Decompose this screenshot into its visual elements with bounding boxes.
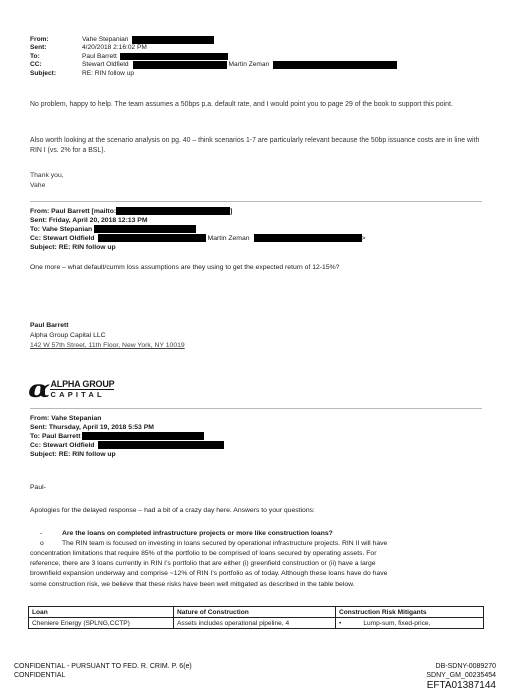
footer-bates-1: DB-SDNY-0089270	[435, 663, 496, 670]
cc-label: CC:	[30, 61, 42, 69]
answer-line-2: concentration limitations that require 85% of the portfolio to be comprised of loans secured by operating assets. For	[30, 550, 377, 557]
email1-header	[30, 36, 397, 78]
email3-intro: Apologies for the delayed response – had a bit of a crazy day here. Answers to your questions:	[30, 507, 315, 514]
redaction-box	[273, 61, 397, 69]
bullet-icon: •	[339, 619, 342, 627]
answer-line-3: reference, there are 3 loans currently in RIN I’s portfolio that are either (i) greenfield construction or (ii) have a large	[30, 560, 376, 567]
subject-label: Subject:	[30, 69, 57, 77]
table-header-cell: Loan	[29, 607, 174, 618]
table-header-cell: Nature of Construction	[174, 607, 336, 618]
email2-body: One more – what default/cumm loss assumptions are they using to get the expected return of 12-15%?	[30, 264, 340, 271]
logo-text-line2: CAPITAL	[50, 389, 114, 399]
email3-sent: Sent: Thursday, April 19, 2018 5:53 PM	[30, 424, 154, 431]
bullet-dash: -	[40, 530, 43, 537]
email1-body-paragraph-2: Also worth looking at the scenario analysis on pg. 40 – think scenarios 1-7 are particularly relevant because the 50bp issuance costs are in line with RIN I (vs. 2% for a BSL).	[30, 137, 480, 154]
redaction-box	[116, 207, 230, 215]
bullet-o: o	[40, 540, 44, 547]
redaction-box	[94, 225, 196, 233]
email1-signer: Vahe	[30, 182, 46, 189]
signature-address: 142 W 57th Street, 11th Floor, New York, NY 10019	[30, 342, 185, 349]
email3-cc: Cc: Stewart Oldfield	[30, 441, 224, 450]
email2-sent: Sent: Friday, April 20, 2018 12:13 PM	[30, 217, 148, 224]
redaction-box	[98, 234, 206, 242]
email3-greeting: Paul-	[30, 484, 46, 491]
signature-name: Paul Barrett	[30, 322, 69, 329]
divider	[30, 201, 482, 202]
email1-signoff: Thank you,	[30, 172, 64, 179]
to-label: To:	[30, 52, 40, 60]
logo-text-line1: ALPHA GROUP	[50, 378, 115, 389]
footer-bates-3: EFTA01387144	[426, 680, 496, 691]
email2-from: From: Paul Barrett [mailto: ]	[30, 208, 233, 215]
table-header-cell: Construction Risk Mitigants	[336, 607, 484, 618]
table-cell: Cheniere Energy (SPLNG,CCTP)	[29, 618, 174, 629]
footer-confidential-1: CONFIDENTIAL - PURSUANT TO FED. R. CRIM. P. 6(e)	[14, 663, 192, 670]
table-row	[29, 618, 484, 629]
signature-company: Alpha Group Capital LLC	[30, 332, 106, 339]
divider	[30, 408, 482, 409]
answer-line-5: some construction risk, we believe that these risks have been well mitigated as described in the table below.	[30, 581, 355, 588]
email2-subject: Subject: RE: RIN follow up	[30, 244, 116, 251]
table-header-row	[29, 607, 484, 618]
redaction-box	[98, 441, 224, 449]
email1-body-paragraph-1: No problem, happy to help. The team assumes a 50bps p.a. default rate, and I would point you to page 29 of the book to support this point.	[30, 101, 453, 108]
answer-line-4: brownfield expansion underway and comprise ~12% of RIN I’s portfolio as of today. Although these loans have do have	[30, 570, 388, 577]
to-value: Paul Barrett	[82, 52, 117, 60]
table-cell: Assets includes operational pipeline, 4	[174, 618, 336, 629]
cc-value-2: Martin Zeman	[228, 61, 270, 69]
answer-line-1: The RIN team is focused on investing in loans secured by operational infrastructure projects. RIN II will have	[62, 540, 388, 547]
cc-value-1: Stewart Oldfield	[82, 61, 129, 69]
email3-to: To: Paul Barrett	[30, 432, 204, 441]
redaction-box	[82, 432, 204, 440]
email3-from: From: Vahe Stepanian	[30, 415, 102, 422]
footer-confidential-2: CONFIDENTIAL	[14, 672, 66, 679]
email3-subject: Subject: RE: RIN follow up	[30, 451, 116, 458]
subject-value: RE: RIN follow up	[82, 69, 135, 77]
redaction-box	[132, 36, 214, 44]
alpha-group-logo	[28, 374, 115, 403]
table-cell: • Lump-sum, fixed-price,	[336, 618, 484, 629]
sent-label: Sent:	[30, 44, 47, 52]
question-text: Are the loans on completed infrastructure projects or more like construction loans?	[62, 530, 333, 537]
construction-table	[28, 606, 484, 629]
email2-cc: Cc: Stewart Oldfield Martin Zeman >	[30, 235, 366, 242]
redaction-box	[133, 61, 227, 69]
footer-bates-2: SDNY_GM_00235454	[426, 672, 496, 679]
redaction-box	[120, 53, 228, 61]
email2-to: To: Vahe Stepanian	[30, 225, 196, 234]
from-label: From:	[30, 36, 49, 43]
sent-value: 4/20/2018 2:16:02 PM	[82, 44, 147, 52]
alpha-symbol-icon: α	[28, 374, 51, 403]
redaction-box	[254, 234, 362, 242]
from-value: Vahe Stepanian	[82, 36, 129, 43]
